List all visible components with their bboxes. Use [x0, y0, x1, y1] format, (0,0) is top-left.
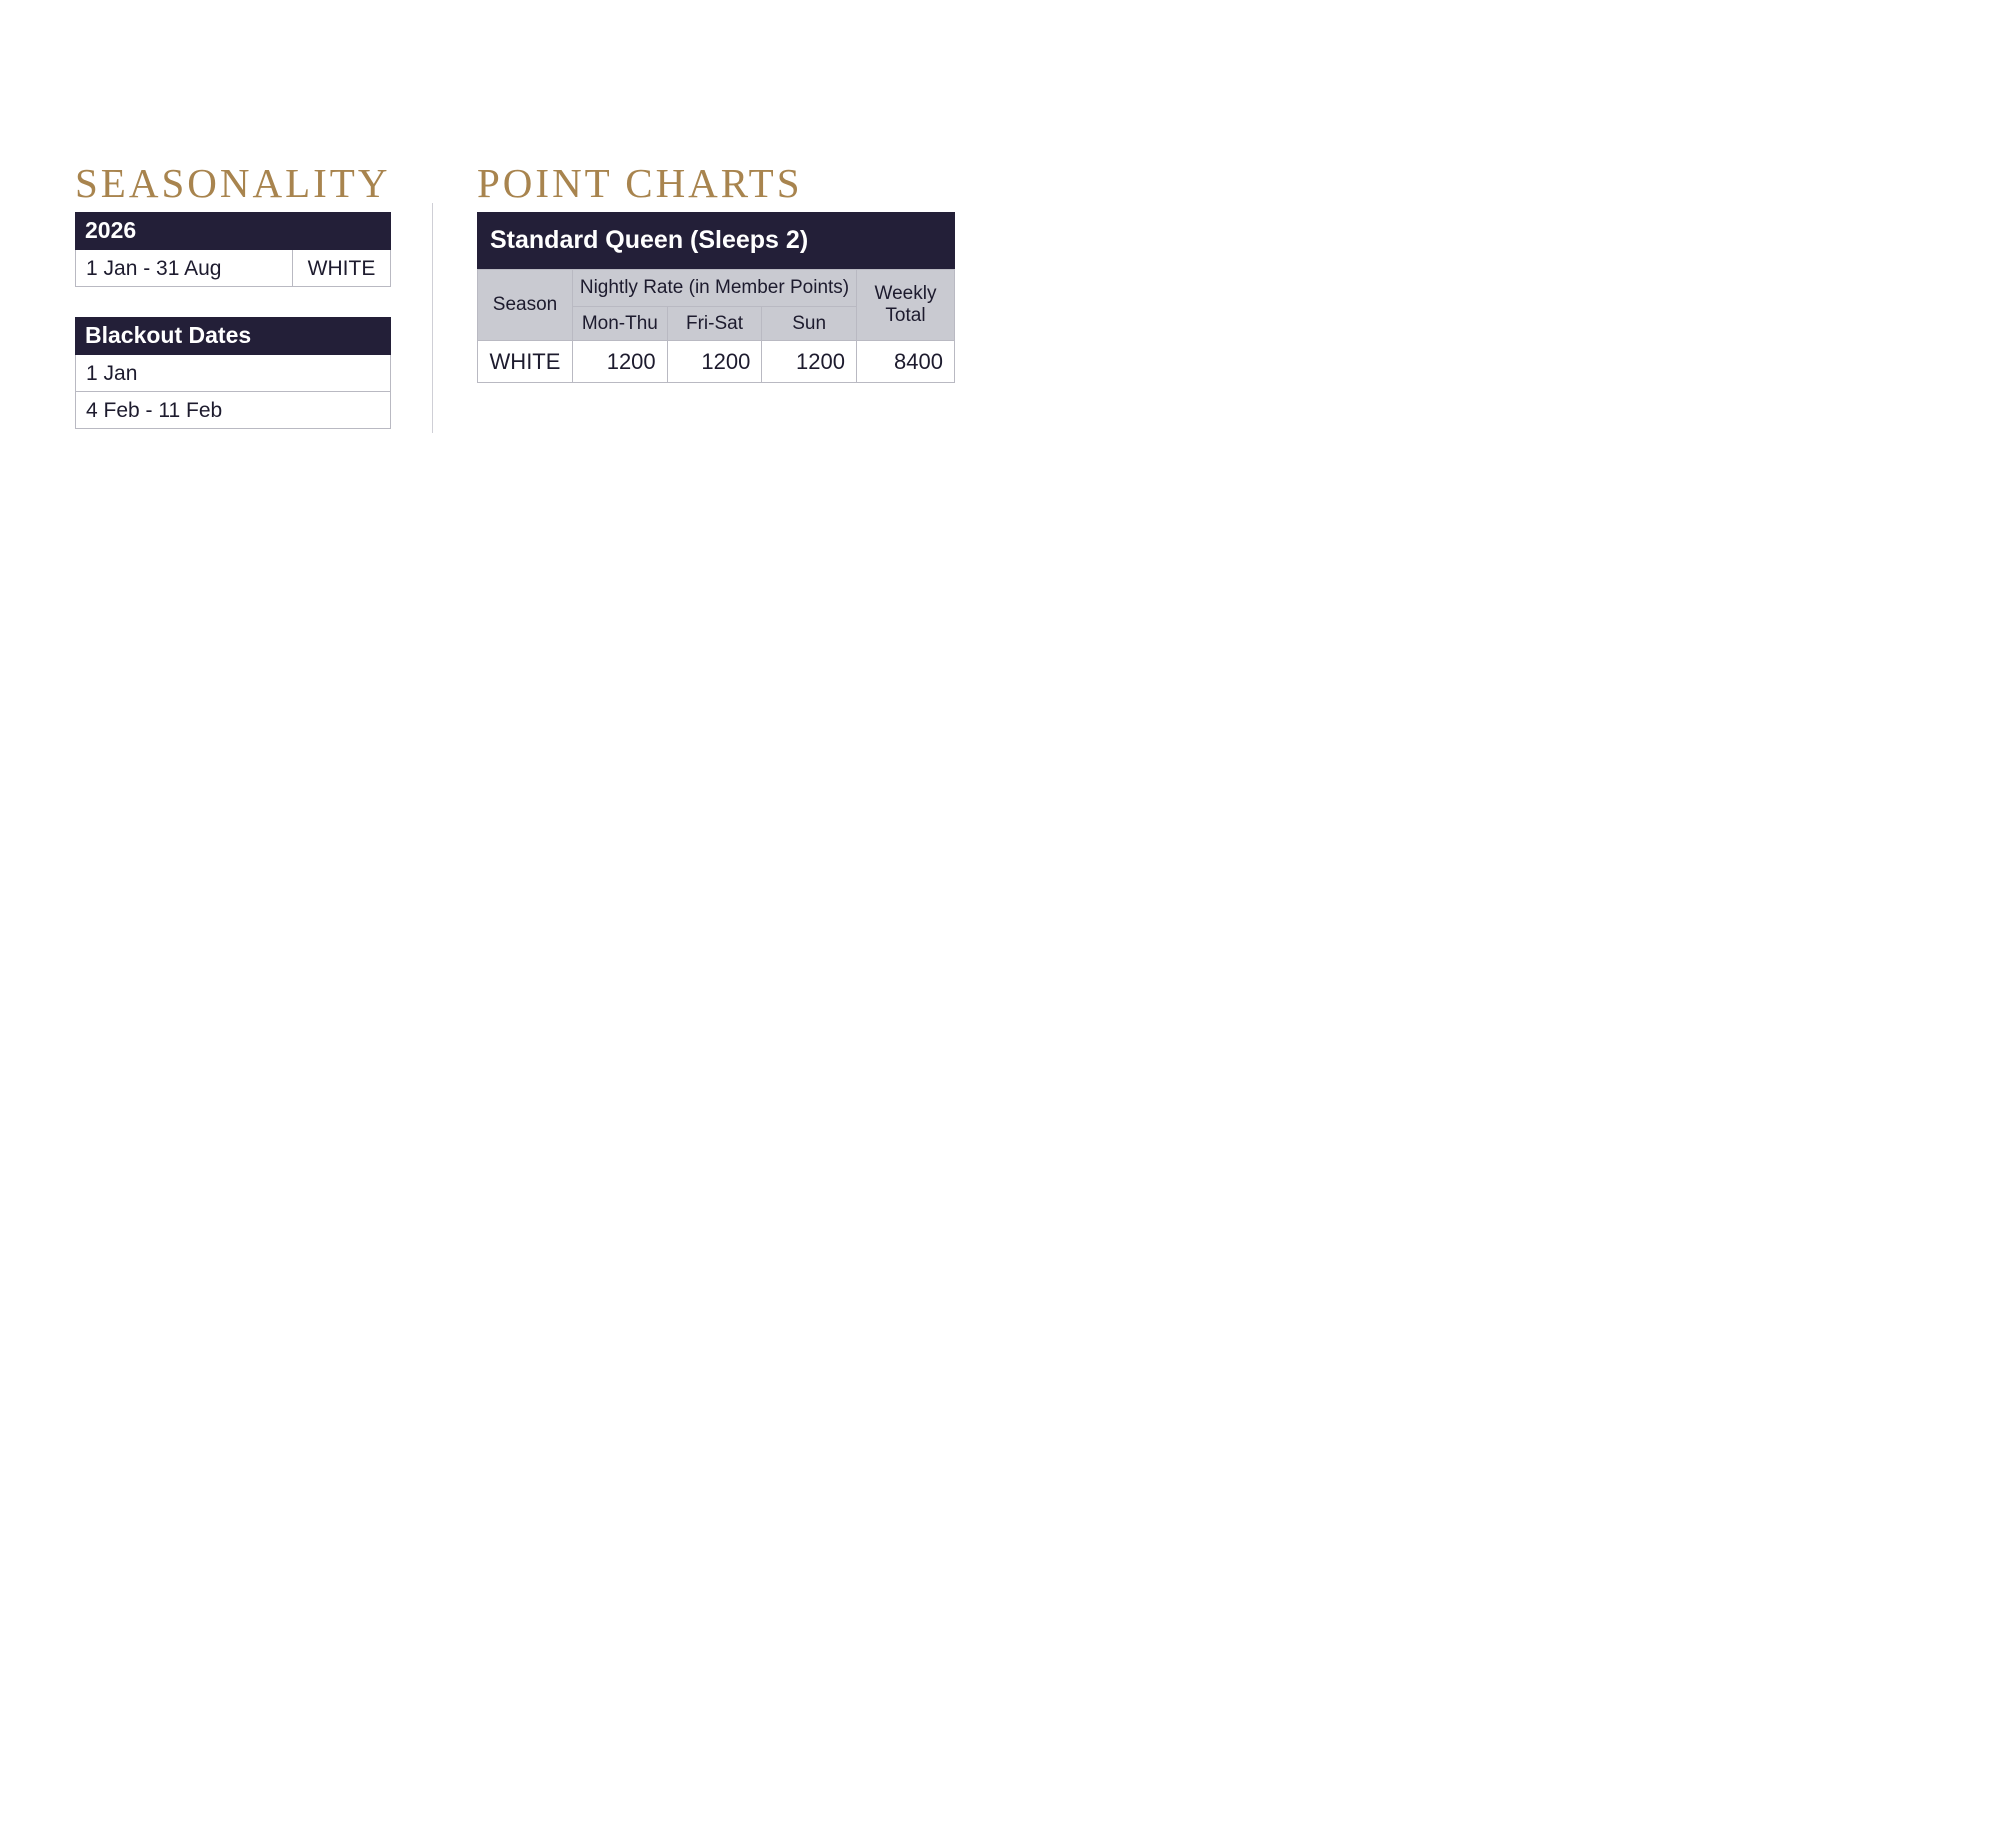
seasonality-heading: SEASONALITY — [75, 160, 391, 207]
table-row: 4 Feb - 11 Feb — [75, 392, 391, 429]
blackout-dates-table — [75, 317, 391, 429]
season-name: WHITE — [292, 250, 390, 286]
cell-sun: 1200 — [762, 341, 857, 383]
cell-mon-thu: 1200 — [573, 341, 668, 383]
vertical-divider — [432, 203, 433, 433]
cell-season: WHITE — [478, 341, 573, 383]
weekly-total-line2: Total — [885, 305, 926, 326]
point-charts-heading: POINT CHARTS — [477, 160, 803, 207]
col-header-season: Season — [478, 270, 573, 341]
col-header-nightly-rate-group: Nightly Rate (in Member Points) — [573, 270, 857, 307]
seasonality-year-table — [75, 212, 391, 287]
table-row — [75, 250, 391, 287]
blackout-dates-header: Blackout Dates — [75, 317, 391, 355]
point-chart-title: Standard Queen (Sleeps 2) — [477, 212, 955, 269]
col-header-weekly-total — [857, 270, 955, 341]
col-header-fri-sat: Fri-Sat — [667, 307, 762, 341]
col-header-mon-thu: Mon-Thu — [573, 307, 668, 341]
cell-weekly-total: 8400 — [857, 341, 955, 383]
weekly-total-line1: Weekly — [874, 283, 937, 304]
col-header-sun: Sun — [762, 307, 857, 341]
point-chart-table — [477, 212, 955, 383]
cell-fri-sat: 1200 — [667, 341, 762, 383]
table-row: 1 Jan — [75, 355, 391, 392]
season-date-range: 1 Jan - 31 Aug — [86, 257, 222, 280]
seasonality-year-header: 2026 — [75, 212, 391, 250]
table-row — [478, 341, 955, 383]
table-header-row — [478, 270, 955, 307]
